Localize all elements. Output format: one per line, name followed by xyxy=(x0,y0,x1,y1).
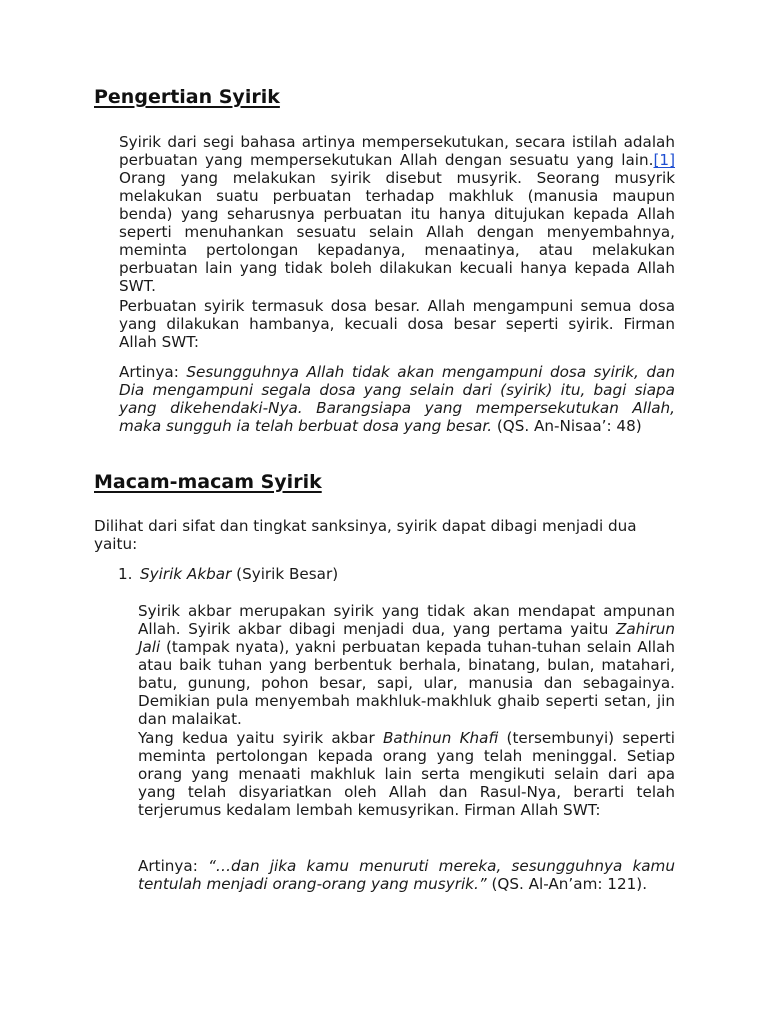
artinya-label: Artinya: xyxy=(119,363,187,381)
paragraph-dosa-besar: Perbuatan syirik termasuk dosa besar. Allah mengampuni semua dosa yang dilakukan hambanya, kecuali dosa besar seperti syirik. Firman Allah SWT: xyxy=(119,297,675,351)
quote-source-2: (QS. Al-An’am: 121). xyxy=(486,875,648,893)
quote-text-2: “…dan jika kamu menuruti mereka, sesungguhnya kamu tentulah menjadi orang-orang yang musyrik.” xyxy=(138,857,675,893)
paragraph-bathinun-khafi xyxy=(138,729,675,819)
quote-text: Sesungguhnya Allah tidak akan mengampuni dosa syirik, dan Dia mengampuni segala dosa yang selain dari (syirik) itu, bagi siapa yang dikehendaki-Nya. Barangsiapa yang mempersekutukan Allah, maka sungguh ia telah berbuat dosa yang besar. xyxy=(119,363,675,435)
definition-text-part1: Syirik dari segi bahasa artinya mempersekutukan, secara istilah adalah perbuatan yang mempersekutukan Allah dengan sesuatu yang lain. xyxy=(119,133,675,169)
paragraph-zahirun-jali xyxy=(138,602,675,728)
list-number: 1. xyxy=(118,565,133,583)
heading-pengertian-syirik: Pengertian Syirik xyxy=(94,86,280,108)
paragraph-intro: Dilihat dari sifat dan tingkat sanksinya, syirik dapat dibagi menjadi dua yaitu: xyxy=(94,517,637,553)
paragraph-translation-quote xyxy=(119,363,675,435)
bathinun-text-part1: Yang kedua yaitu syirik akbar xyxy=(138,729,383,747)
bathinun-term: Bathinun Khafi xyxy=(382,729,499,747)
list-item-syirik-akbar xyxy=(118,565,678,583)
zahirun-text-part2: (tampak nyata), yakni perbuatan kepada tuhan-tuhan selain Allah atau baik tuhan yang berbentuk berhala, binatang, bulan, matahari, batu, gunung, pohon besar, sapi, ular, manusia dan sebagainya. Demikian pula menyembah makhluk-makhluk ghaib seperti setan, jin dan malaikat. xyxy=(138,638,675,728)
paragraph-translation-quote-2 xyxy=(138,857,675,893)
heading-macam-macam-syirik: Macam-macam Syirik xyxy=(94,471,322,493)
quote-source: (QS. An-Nisaa’: 48) xyxy=(492,417,642,435)
zahirun-term: Zahirun Jali xyxy=(138,620,675,656)
artinya-label-2: Artinya: xyxy=(138,857,208,875)
list-item-gloss: (Syirik Besar) xyxy=(231,565,339,583)
definition-text-part2: Orang yang melakukan syirik disebut musyrik. Seorang musyrik melakukan suatu perbuatan terhadap makhluk (manusia maupun benda) yang seharusnya perbuatan itu hanya ditujukan kepada Allah seperti menuhankan sesuatu selain Allah dengan menyembahnya, meminta pertolongan kepadanya, menaatinya, atau melakukan perbuatan lain yang tidak boleh dilakukan kecuali hanya kepada Allah SWT. xyxy=(119,169,675,295)
paragraph-definition xyxy=(119,133,675,295)
bathinun-text-part2: (tersembunyi) seperti meminta pertolongan kepada orang yang telah meninggal. Setiap orang yang menaati makhluk lain serta mengikuti selain dari apa yang telah disyariatkan oleh Allah dan Rasul-Nya, berarti telah terjerumus kedalam lembah kemusyrikan. Firman Allah SWT: xyxy=(138,729,675,819)
footnote-reference-link[interactable]: [1] xyxy=(653,151,675,169)
list-item-term: Syirik Akbar xyxy=(140,565,232,583)
zahirun-text-part1: Syirik akbar merupakan syirik yang tidak akan mendapat ampunan Allah. Syirik akbar dibagi menjadi dua, yang pertama yaitu xyxy=(138,602,675,638)
